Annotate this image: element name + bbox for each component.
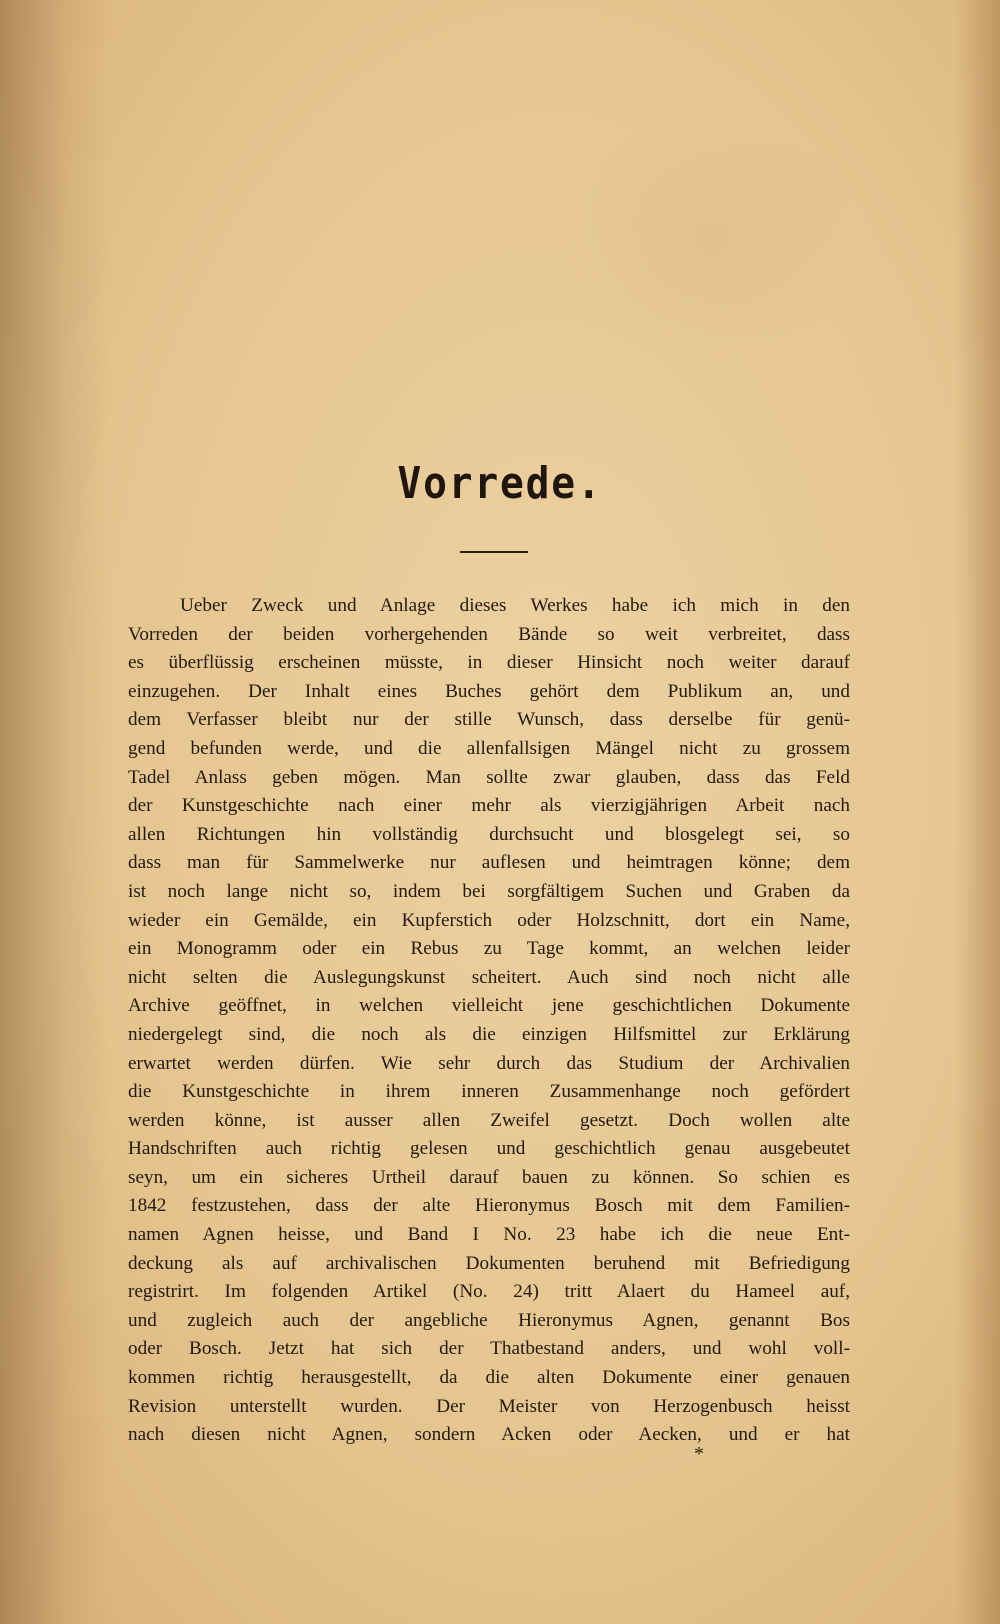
text-line: Archive geöffnet, in welchen vielleicht jene geschichtlichen Dokumente (128, 995, 850, 1017)
text-line: es überflüssig erscheinen müsste, in dieser Hinsicht noch weiter darauf (128, 652, 850, 674)
text-line: Revision unterstellt wurden. Der Meister von Herzogenbusch heisst (128, 1395, 850, 1417)
text-line: dass man für Sammelwerke nur auflesen und heimtragen könne; dem (128, 852, 850, 874)
signature-mark: * (694, 1443, 704, 1465)
text-line: nicht selten die Auslegungskunst scheitert. Auch sind noch nicht alle (128, 966, 850, 988)
preface-text (128, 592, 850, 1450)
text-line: nach diesen nicht Agnen, sondern Acken oder Aecken, und er hat (128, 1424, 850, 1446)
text-line: allen Richtungen hin vollständig durchsucht und blosgelegt sei, so (128, 823, 850, 845)
text-line: Ueber Zweck und Anlage dieses Werkes habe ich mich in den (180, 595, 850, 616)
text-line: dem Verfasser bleibt nur der stille Wunsch, dass derselbe für genü- (128, 709, 850, 731)
text-line: Handschriften auch richtig gelesen und geschichtlich genau ausgebeutet (128, 1138, 850, 1160)
text-line: 1842 festzustehen, dass der alte Hieronymus Bosch mit dem Familien- (128, 1195, 850, 1217)
text-line: erwartet werden dürfen. Wie sehr durch das Studium der Archivalien (128, 1052, 850, 1074)
text-line: deckung als auf archivalischen Dokumenten beruhend mit Befriedigung (128, 1252, 850, 1274)
text-line: werden könne, ist ausser allen Zweifel gesetzt. Doch wollen alte (128, 1109, 850, 1131)
text-line: der Kunstgeschichte nach einer mehr als vierzigjährigen Arbeit nach (128, 795, 850, 817)
text-line: kommen richtig herausgestellt, da die alten Dokumente einer genauen (128, 1367, 850, 1389)
text-line: die Kunstgeschichte in ihrem inneren Zusammenhange noch gefördert (128, 1081, 850, 1103)
text-line: namen Agnen heisse, und Band I No. 23 habe ich die neue Ent- (128, 1224, 850, 1246)
text-line: ist noch lange nicht so, indem bei sorgfältigem Suchen und Graben da (128, 880, 850, 902)
text-line: Vorreden der beiden vorhergehenden Bände so weit verbreitet, dass (128, 623, 850, 645)
text-line: oder Bosch. Jetzt hat sich der Thatbestand anders, und wohl voll- (128, 1338, 850, 1360)
ink-bleed-through (560, 110, 860, 370)
text-line: gend befunden werde, und die allenfallsigen Mängel nicht zu grossem (128, 737, 850, 759)
page-title: Vorrede. (397, 458, 603, 509)
text-line: seyn, um ein sicheres Urtheil darauf bauen zu können. So schien es (128, 1166, 850, 1188)
text-line: registrirt. Im folgenden Artikel (No. 24) tritt Alaert du Hameel auf, (128, 1281, 850, 1303)
text-line: niedergelegt sind, die noch als die einzigen Hilfsmittel zur Erklärung (128, 1023, 850, 1045)
text-line: Tadel Anlass geben mögen. Man sollte zwar glauben, dass das Feld (128, 766, 850, 788)
text-line: und zugleich auch der angebliche Hieronymus Agnen, genannt Bos (128, 1309, 850, 1331)
text-line: wieder ein Gemälde, ein Kupferstich oder Holzschnitt, dort ein Name, (128, 909, 850, 931)
title-rule (460, 551, 528, 553)
text-line: ein Monogramm oder ein Rebus zu Tage kommt, an welchen leider (128, 938, 850, 960)
text-line: einzugehen. Der Inhalt eines Buches gehört dem Publikum an, und (128, 680, 850, 702)
